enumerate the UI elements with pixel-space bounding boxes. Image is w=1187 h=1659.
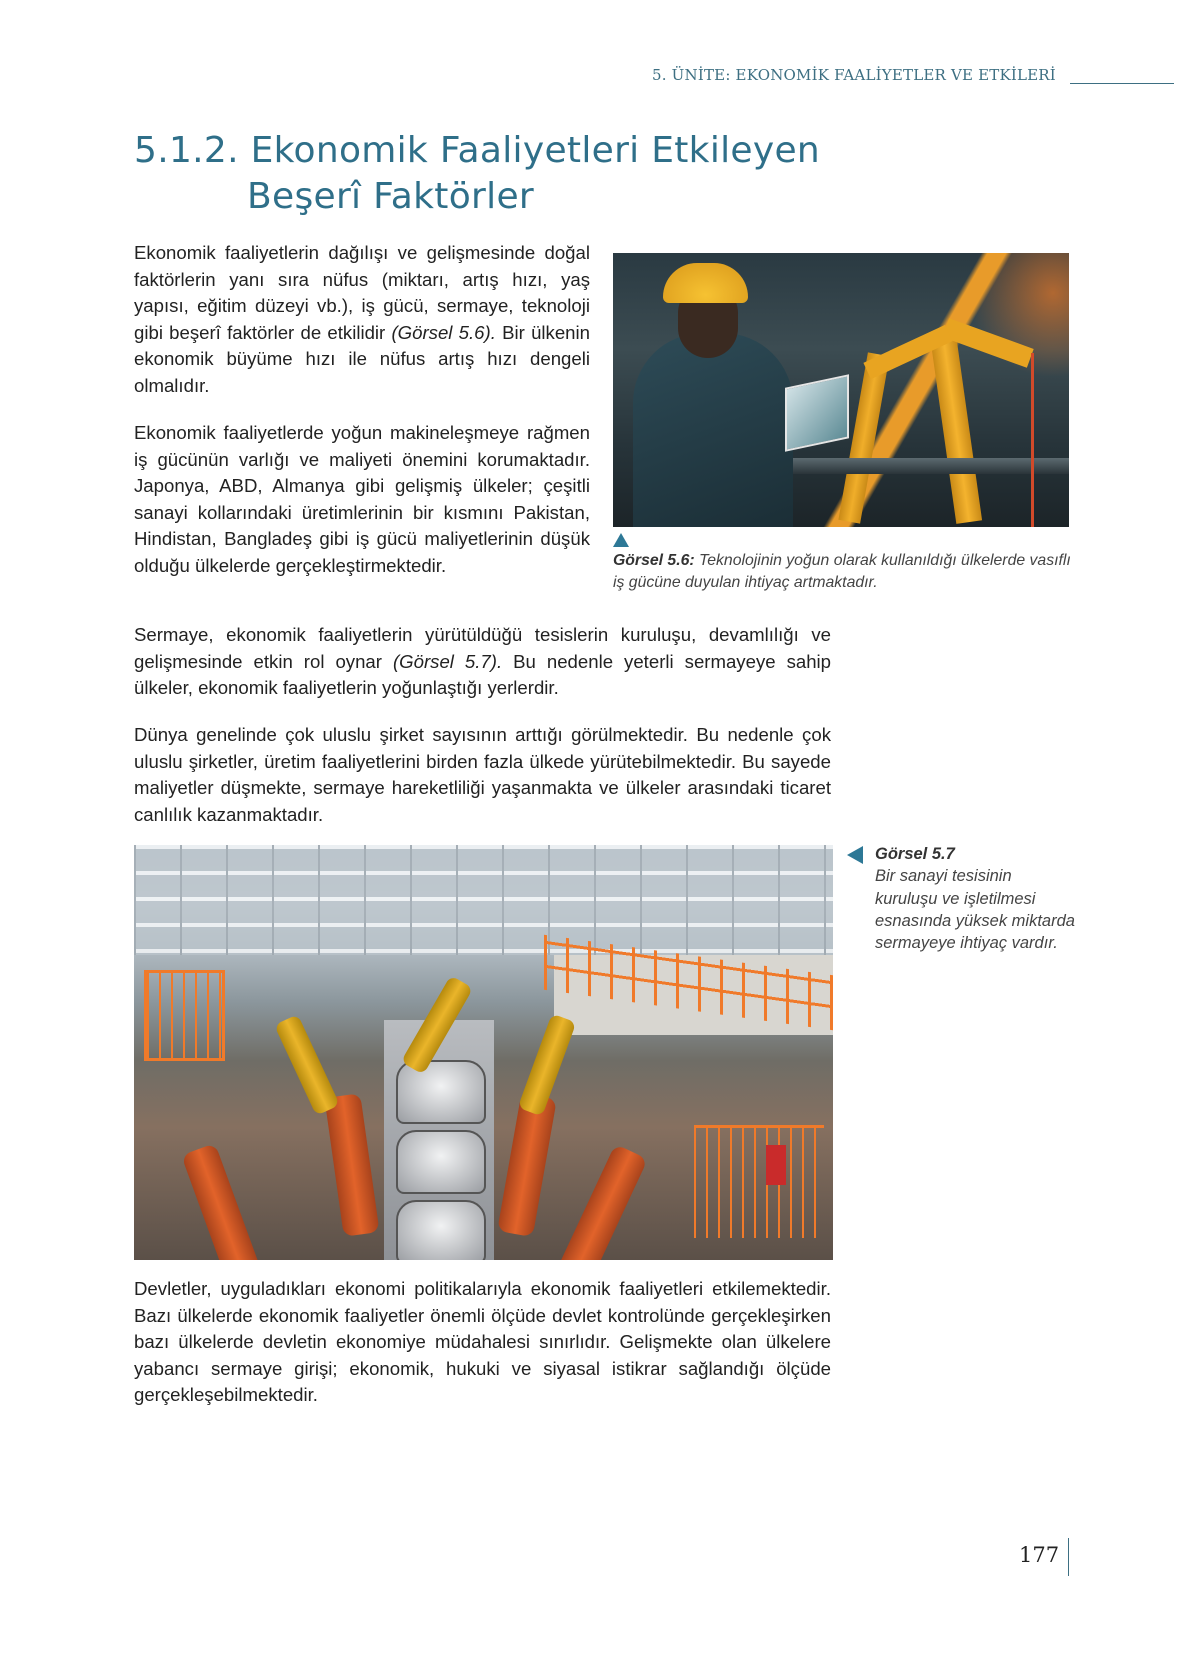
figure-5-6-caption <box>613 550 1083 594</box>
welding-robot <box>181 1143 263 1260</box>
paragraph-2: Ekonomik faaliyetlerde yoğun makineleşmeye rağmen iş gücünün varlığı ve maliyeti önemini korumaktadır. Japonya, ABD, Almanya gibi gelişmiş ülkeler; çeşitli sanayi kollarındaki üretimlerinin bir kısmını Pakistan, Hindistan, Bangladeş gibi iş gücü maliyetlerinin düşük olduğu ülkelerde gerçekleştirmektedir. <box>134 422 590 576</box>
figure-ref-5-7: (Görsel 5.7). <box>392 650 503 672</box>
welding-robot <box>497 1093 557 1237</box>
car-body <box>396 1060 486 1124</box>
paragraph-1-text-b: Bir ülkenin ekonomik büyüme hızı ile nüfus artış hızı dengeli olmalıdır. <box>134 321 590 396</box>
cable <box>1031 353 1034 527</box>
figure-ref-5-6: (Görsel 5.6). <box>391 321 496 343</box>
safety-cage <box>144 970 225 1061</box>
figure-5-7-label: Görsel 5.7 <box>875 845 955 863</box>
figure-5-7-photo <box>134 845 833 1260</box>
hard-hat <box>663 263 748 303</box>
running-head: 5. ÜNİTE: EKONOMİK FAALİYETLER VE ETKİLERİ <box>652 66 1056 84</box>
conveyor-rail <box>753 458 1069 474</box>
section-title-line2: Beşerî Faktörler <box>247 176 534 217</box>
page-number: 177 <box>1019 1543 1060 1567</box>
page-number-rule <box>1068 1538 1069 1576</box>
welding-robot <box>556 1144 648 1260</box>
safety-cage <box>694 1125 824 1238</box>
paragraph-5: Devletler, uyguladıkları ekonomi politikalarıyla ekonomik faaliyetleri etkilemektedir. Bazı ülkelerde ekonomik faaliyetler önemli ölçüde devlet kontrolünde gerçekleşirken bazı ülkelerde devletin ekonomiye müdahalesi sınırlıdır. Gelişmekte olan ülkelere yabancı sermaye girişi; ekonomik, hukuki ve siyasal istikrar sağlandığı ölçüde gerçekleşebilmektedir. <box>134 1278 831 1406</box>
figure-5-6-caption-text: Teknolojinin yoğun olarak kullanıldığı ülkelerde vasıflı iş gücüne duyulan ihtiyaç artmaktadır. <box>613 552 1071 591</box>
laptop <box>785 374 849 452</box>
car-body <box>396 1130 486 1194</box>
section-title-line1: 5.1.2. Ekonomik Faaliyetleri Etkileyen <box>134 130 821 171</box>
worker <box>633 333 793 527</box>
background-robot-arm <box>930 332 982 524</box>
paragraph-3-text-b: Bu nedenle yeterli sermayeye sahip ülkeler, ekonomik faaliyetlerin yoğunlaştığı yerlerdir. <box>134 650 832 699</box>
figure-5-7-caption-text: Bir sanayi tesisinin kuruluşu ve işletilmesi esnasında yüksek miktarda sermayeye ihtiyaç vardır. <box>875 867 1075 953</box>
paragraph-4: Dünya genelinde çok uluslu şirket sayısının arttığı görülmektedir. Bu nedenle çok uluslu şirketler, üretim faaliyetlerini birden fazla ülkede yürütebilmektedir. Bu sayede maliyetler düşmekte, sermaye hareketliliği yaşanmakta ve ülkeler arasındaki ticaret canlılık kazanmaktadır. <box>134 724 831 825</box>
figure-5-7-caption <box>875 843 1075 954</box>
welding-robot <box>324 1093 379 1237</box>
triangle-up-icon <box>613 533 629 547</box>
paragraph-3 <box>134 622 831 702</box>
fire-cabinet <box>766 1145 786 1185</box>
triangle-left-icon <box>847 846 863 864</box>
running-head-rule <box>1070 83 1174 84</box>
paragraph-1 <box>134 240 590 400</box>
figure-5-6-photo <box>613 253 1069 527</box>
paragraph-1-text-a: Ekonomik faaliyetlerin dağılışı ve gelişmesinde doğal faktörlerin yanı sıra nüfus (miktarı, artış hızı, yaş yapısı, eğitim düzeyi vb.), iş gücü, sermaye, teknoloji gibi beşerî faktörler de etkilidir <box>134 242 590 343</box>
figure-5-6-label: Görsel 5.6: <box>613 552 695 569</box>
welding-robot <box>274 1014 340 1116</box>
welding-robot <box>518 1014 577 1117</box>
paragraph-3-text-a: Sermaye, ekonomik faaliyetlerin yürütüldüğü tesislerin kuruluşu, devamlılığı ve gelişmesinde etkin rol oynar <box>134 624 831 672</box>
factory-ceiling <box>134 845 833 955</box>
section-title <box>134 128 820 220</box>
car-body <box>396 1200 486 1260</box>
